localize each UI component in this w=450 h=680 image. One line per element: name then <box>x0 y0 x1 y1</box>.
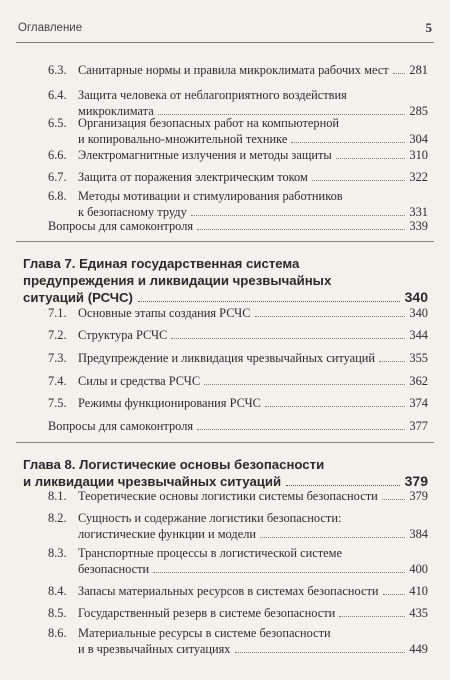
chapter-rule <box>16 241 434 242</box>
entry-title-line: Вопросы для самоконтроля <box>48 419 194 433</box>
entry-page: 281 <box>409 63 428 77</box>
entry-number: 8.1. <box>48 489 67 503</box>
entry-page: 339 <box>409 219 428 233</box>
entry-title-line: Предупреждение и ликвидация чрезвычайных ситуаций <box>78 351 375 365</box>
entry-page: 449 <box>409 642 428 656</box>
entry-title-line: Организация безопасных работ на компьютерной <box>78 116 340 130</box>
entry-title-line: логистические функции и модели <box>78 527 257 541</box>
entry-number: 7.1. <box>48 306 67 320</box>
entry-page: 285 <box>409 104 428 118</box>
chapter-title-line: Глава 8. Логистические основы безопасности <box>23 457 325 472</box>
entry-title-line: Защита человека от неблагоприятного воздействия <box>78 88 347 102</box>
entry-leader-row <box>78 147 428 163</box>
entry-page: 304 <box>409 132 428 146</box>
entry-title-line: и в чрезвычайных ситуациях <box>78 642 231 656</box>
dot-leader <box>312 180 406 181</box>
dot-leader <box>291 142 405 143</box>
dot-leader <box>336 158 406 159</box>
entry-leader-row <box>78 350 428 366</box>
dot-leader <box>339 616 405 617</box>
chapter-page: 379 <box>404 473 428 489</box>
entry-leader-row <box>78 373 428 389</box>
entry-number: 8.6. <box>48 626 67 640</box>
entry-number: 7.5. <box>48 396 67 410</box>
entry-number: 7.3. <box>48 351 67 365</box>
entry-leader-row <box>78 305 428 321</box>
entry-page: 379 <box>409 489 428 503</box>
entry-title-line: Теоретические основы логистики системы безопасности <box>78 489 378 503</box>
entry-title-line: Материальные ресурсы в системе безопасности <box>78 626 331 640</box>
entry-number: 7.4. <box>48 374 67 388</box>
chapter-title-line: и ликвидации чрезвычайных ситуаций <box>23 474 282 489</box>
entry-title-line: Структура РСЧС <box>78 328 168 342</box>
dot-leader <box>393 73 406 74</box>
dot-leader <box>379 361 405 362</box>
entry-leader-row <box>78 526 428 542</box>
entry-title-line: и копировально-множительной технике <box>78 132 288 146</box>
entry-title-line: микроклимата <box>78 104 154 118</box>
section-title: Оглавление <box>18 22 83 34</box>
chapter-title-line: предупреждения и ликвидации чрезвычайных <box>23 273 332 288</box>
entry-number: 6.8. <box>48 189 67 203</box>
running-header <box>16 22 434 38</box>
page-number: 5 <box>425 20 432 35</box>
entry-page: 340 <box>409 306 428 320</box>
chapter-page: 340 <box>404 289 428 305</box>
entry-page: 331 <box>409 205 428 219</box>
entry-number: 6.7. <box>48 170 67 184</box>
entry-number: 6.6. <box>48 148 67 162</box>
entry-title-line: Сущность и содержание логистики безопасности: <box>78 511 342 525</box>
entry-number: 8.3. <box>48 546 67 560</box>
dot-leader <box>383 594 406 595</box>
entry-title-line: Режимы функционирования РСЧС <box>78 396 261 410</box>
entry-page: 362 <box>409 374 428 388</box>
entry-title-line: Вопросы для самоконтроля <box>48 219 194 233</box>
entry-page: 400 <box>409 562 428 576</box>
entry-title-line: Защита от поражения электрическим током <box>78 170 308 184</box>
entry-number: 7.2. <box>48 328 67 342</box>
entry-leader-row <box>78 395 428 411</box>
dot-leader <box>197 429 405 430</box>
entry-title-line: к безопасному труду <box>78 205 187 219</box>
entry-leader-row <box>78 561 428 577</box>
dot-leader <box>286 485 400 486</box>
entry-leader-row <box>78 131 428 147</box>
entry-page: 384 <box>409 527 428 541</box>
dot-leader <box>191 215 406 216</box>
entry-title-line: Электромагнитные излучения и методы защиты <box>78 148 332 162</box>
dot-leader <box>260 537 405 538</box>
chapter-rule <box>16 442 434 443</box>
entry-page: 435 <box>409 606 428 620</box>
dot-leader <box>171 338 405 339</box>
entry-page: 344 <box>409 328 428 342</box>
entry-page: 310 <box>409 148 428 162</box>
entry-title-line: Запасы материальных ресурсов в системах безопасности <box>78 584 379 598</box>
entry-number: 6.4. <box>48 88 67 102</box>
dot-leader <box>197 229 405 230</box>
dot-leader <box>204 384 405 385</box>
entry-title-line: Силы и средства РСЧС <box>78 374 201 388</box>
entry-page: 355 <box>409 351 428 365</box>
dot-leader <box>153 572 405 573</box>
entry-leader-row <box>78 169 428 185</box>
entry-number: 6.3. <box>48 63 67 77</box>
entry-number: 8.5. <box>48 606 67 620</box>
entry-leader-row <box>78 605 428 621</box>
entry-leader-row <box>78 488 428 504</box>
header-rule <box>16 42 434 43</box>
dot-leader <box>382 499 406 500</box>
entry-title-line: Государственный резерв в системе безопасности <box>78 606 336 620</box>
entry-leader-row <box>48 418 428 434</box>
dot-leader <box>138 301 400 302</box>
entry-number: 6.5. <box>48 116 67 130</box>
entry-title-line: Методы мотивации и стимулирования работников <box>78 189 343 203</box>
chapter-leader-row <box>23 289 428 306</box>
entry-title-line: Транспортные процессы в логистической системе <box>78 546 342 560</box>
entry-leader-row <box>78 641 428 657</box>
chapter-title-line: Глава 7. Единая государственная система <box>23 256 300 271</box>
entry-leader-row <box>78 327 428 343</box>
entry-page: 377 <box>409 419 428 433</box>
entry-leader-row <box>78 62 428 78</box>
entry-title-line: безопасности <box>78 562 150 576</box>
entry-page: 374 <box>409 396 428 410</box>
dot-leader <box>235 652 406 653</box>
chapter-title-line: ситуаций (РСЧС) <box>23 290 133 305</box>
dot-leader <box>255 316 406 317</box>
dot-leader <box>265 406 405 407</box>
entry-number: 8.4. <box>48 584 67 598</box>
entry-leader-row <box>48 218 428 234</box>
entry-title-line: Основные этапы создания РСЧС <box>78 306 251 320</box>
entry-number: 8.2. <box>48 511 67 525</box>
entry-page: 410 <box>409 584 428 598</box>
entry-leader-row <box>78 583 428 599</box>
entry-title-line: Санитарные нормы и правила микроклимата рабочих мест <box>78 63 389 77</box>
entry-page: 322 <box>409 170 428 184</box>
